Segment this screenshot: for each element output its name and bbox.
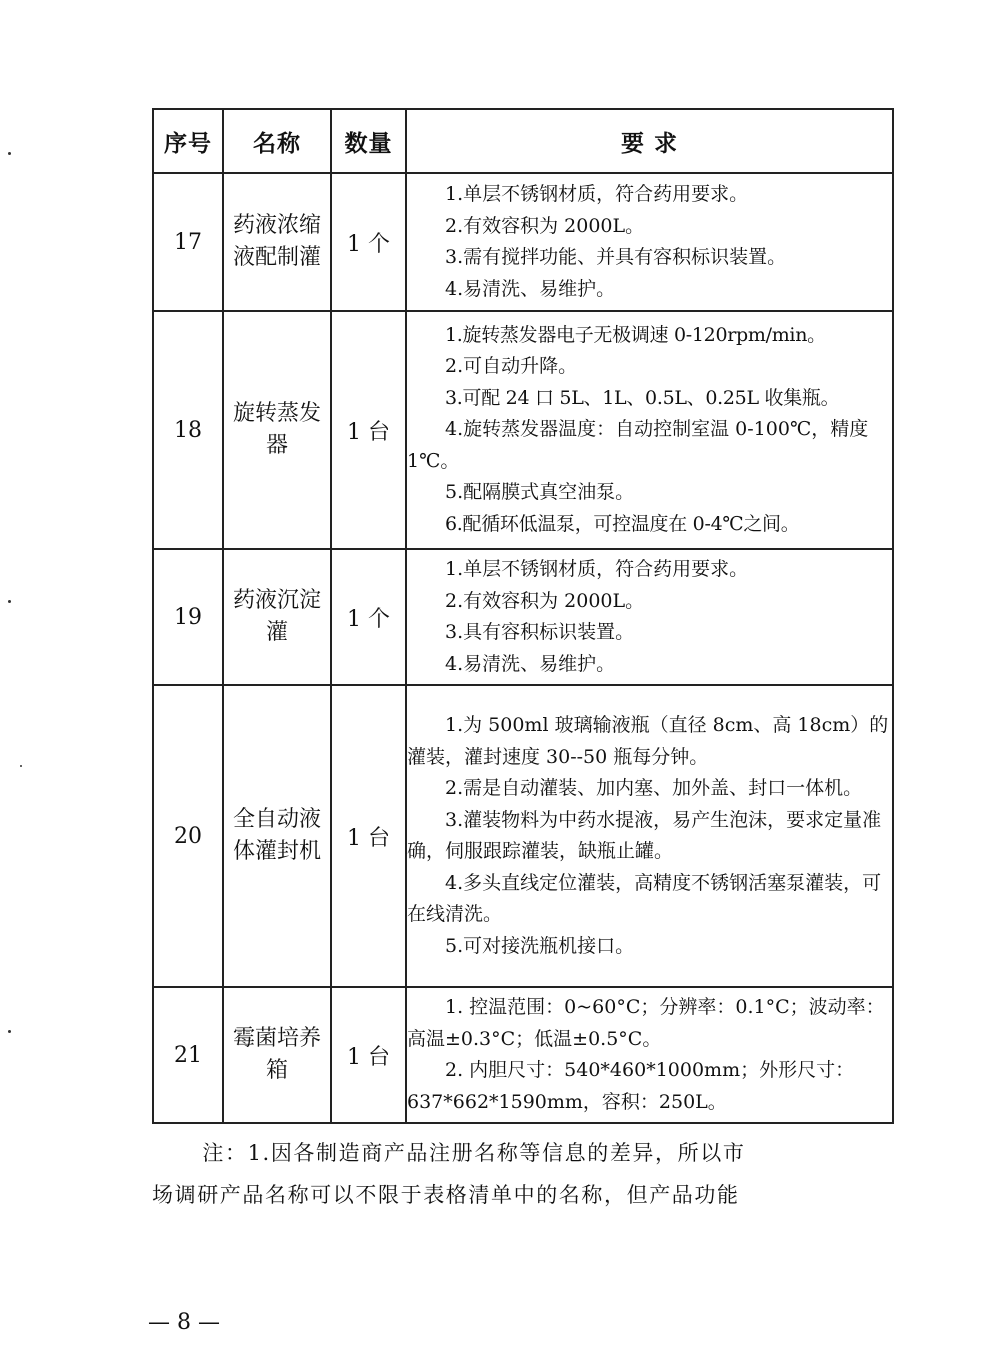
table-row — [153, 311, 893, 549]
page-number: — 8 — — [148, 1310, 220, 1335]
item-requirements — [406, 549, 893, 685]
footnote — [152, 1132, 892, 1216]
item-quantity: 1 个 — [331, 173, 406, 311]
header-no: 序号 — [153, 109, 223, 173]
item-requirements — [406, 173, 893, 311]
item-quantity: 1 个 — [331, 549, 406, 685]
requirement-line: 1. 控温范围：0~60°C；分辨率：0.1°C；波动率：高温±0.3°C；低温±0.5°C。 — [407, 996, 885, 1050]
requirement-line: 3.需有搅拌功能、并具有容积标识装置。 — [445, 246, 787, 268]
table-row — [153, 173, 893, 311]
row-number: 21 — [153, 987, 223, 1123]
requirement-line: 2.需是自动灌装、加内塞、加外盖、封口一体机。 — [445, 777, 863, 799]
table-row — [153, 685, 893, 987]
requirement-line: 1.单层不锈钢材质，符合药用要求。 — [445, 558, 749, 580]
scan-speck — [8, 152, 11, 155]
table-header-row — [153, 109, 893, 173]
row-number: 18 — [153, 311, 223, 549]
requirement-line: 2.有效容积为 2000L。 — [445, 214, 645, 237]
requirement-line: 5.可对接洗瓶机接口。 — [445, 934, 635, 957]
item-quantity: 1 台 — [331, 311, 406, 549]
table-row — [153, 987, 893, 1123]
requirement-line: 2. 内胆尺寸：540*460*1000mm；外形尺寸：637*662*1590mm，容积：250L。 — [407, 1059, 855, 1113]
scan-speck — [20, 765, 22, 767]
footnote-line: 场调研产品名称可以不限于表格清单中的名称，但产品功能 — [152, 1183, 740, 1207]
item-requirements — [406, 311, 893, 549]
requirements-table — [152, 108, 894, 1124]
header-requirements: 要 求 — [406, 109, 893, 173]
item-name: 药液沉淀灌 — [223, 549, 331, 685]
requirement-line: 4.易清洗、易维护。 — [445, 277, 616, 300]
requirement-line: 2.有效容积为 2000L。 — [445, 589, 645, 612]
table-row — [153, 549, 893, 685]
item-name: 霉菌培养箱 — [223, 987, 331, 1123]
item-quantity: 1 台 — [331, 987, 406, 1123]
requirement-line: 1.为 500ml 玻璃输液瓶（直径 8cm、高 18cm）的灌装，灌封速度 30--50 瓶每分钟。 — [407, 714, 889, 768]
scan-speck — [8, 1030, 11, 1033]
requirement-line: 4.易清洗、易维护。 — [445, 652, 616, 675]
requirement-line: 3.可配 24 口 5L、1L、0.5L、0.25L 收集瓶。 — [445, 386, 840, 409]
item-name: 药液浓缩液配制灌 — [223, 173, 331, 311]
requirement-line: 2.可自动升降。 — [445, 355, 578, 378]
row-number: 19 — [153, 549, 223, 685]
item-requirements — [406, 987, 893, 1123]
footnote-line: 注：1.因各制造商产品注册名称等信息的差异，所以市 — [202, 1141, 746, 1165]
requirement-line: 6.配循环低温泵，可控温度在 0-4℃之间。 — [445, 512, 800, 535]
requirement-line: 1.单层不锈钢材质，符合药用要求。 — [445, 183, 749, 205]
requirement-line: 5.配隔膜式真空油泵。 — [445, 481, 635, 504]
requirement-line: 4.多头直线定位灌装，高精度不锈钢活塞泵灌装，可在线清洗。 — [407, 871, 882, 925]
item-quantity: 1 台 — [331, 685, 406, 987]
item-requirements — [406, 685, 893, 987]
scan-speck — [8, 600, 11, 603]
header-qty: 数量 — [331, 109, 406, 173]
requirement-line: 4.旋转蒸发器温度：自动控制室温 0-100℃，精度 1℃。 — [407, 418, 869, 472]
item-name: 全自动液体灌封机 — [223, 685, 331, 987]
requirement-line: 1.旋转蒸发器电子无极调速 0-120rpm/min。 — [445, 323, 826, 346]
row-number: 20 — [153, 685, 223, 987]
item-name: 旋转蒸发器 — [223, 311, 331, 549]
requirement-line: 3.灌装物料为中药水提液，易产生泡沫，要求定量准确，伺服跟踪灌装，缺瓶止罐。 — [407, 808, 882, 862]
requirement-line: 3.具有容积标识装置。 — [445, 621, 635, 643]
row-number: 17 — [153, 173, 223, 311]
header-name: 名称 — [223, 109, 331, 173]
